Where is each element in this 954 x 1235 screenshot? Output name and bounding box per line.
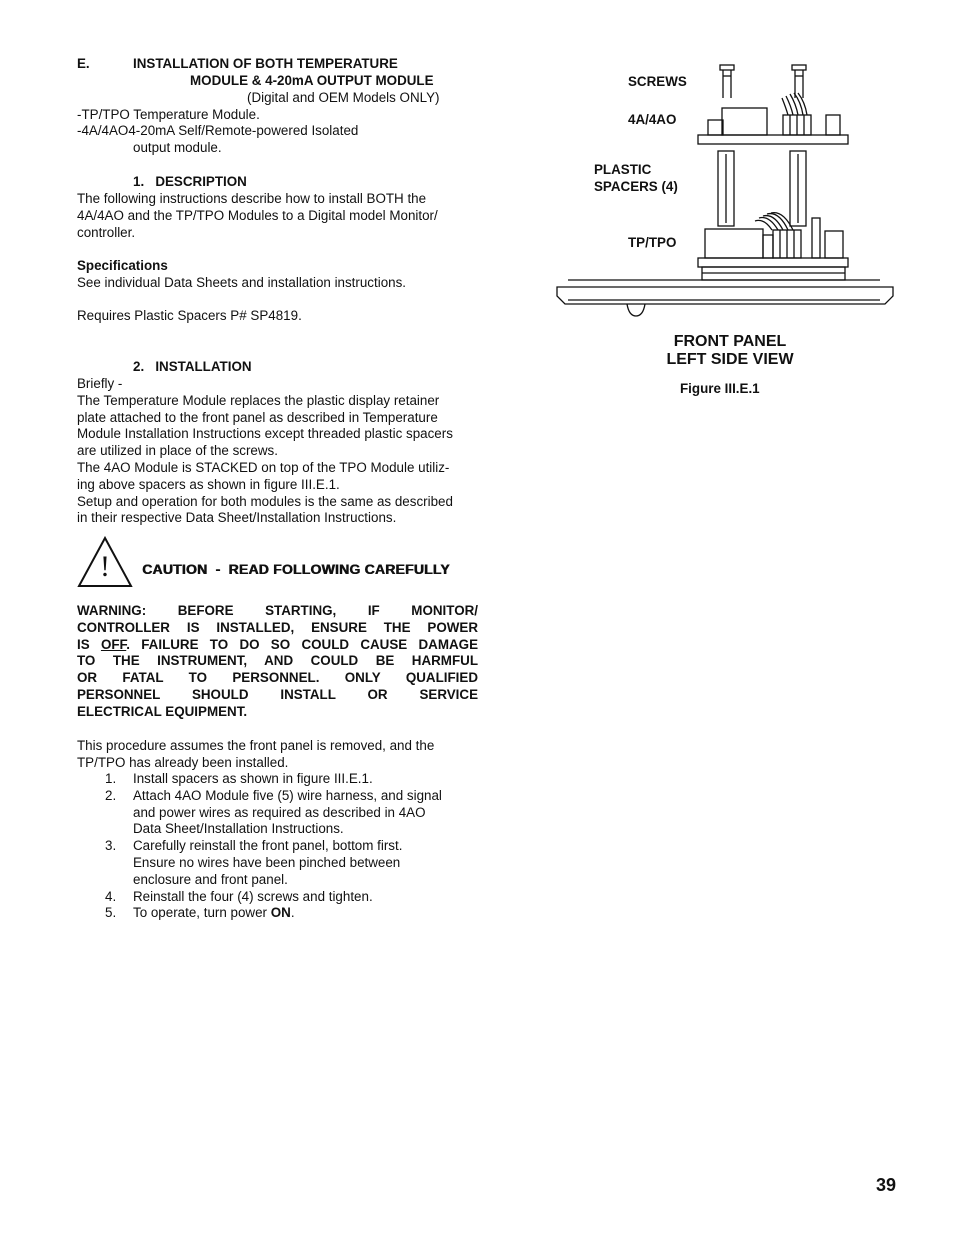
front-panel-side-view-diagram xyxy=(550,58,900,320)
procedure-step xyxy=(77,771,497,788)
procedure-step xyxy=(77,788,497,838)
installation-line: The 4AO Module is STACKED on top of the TPO Module utiliz- xyxy=(77,459,450,475)
step-line: Data Sheet/Installation Instructions. xyxy=(133,821,344,837)
description-line: 4A/4AO and the TP/TPO Modules to a Digital model Monitor/ xyxy=(77,207,438,223)
plastic-spacer-right xyxy=(790,151,806,226)
step-line: Carefully reinstall the front panel, bottom first. xyxy=(133,838,403,854)
installation-line: are utilized in place of the screws. xyxy=(77,443,278,459)
warning-line: PERSONNEL SHOULD INSTALL OR SERVICE xyxy=(77,686,478,702)
step-line: Ensure no wires have been pinched between xyxy=(133,854,401,870)
step-text: . xyxy=(290,905,295,921)
warning-line: TO THE INSTRUMENT, AND COULD BE HARMFUL xyxy=(77,653,478,669)
specifications-text: See individual Data Sheets and installation instructions. xyxy=(77,275,407,290)
section-letter: E. xyxy=(77,56,90,71)
figure-label-spacers: SPACERS (4) xyxy=(594,179,678,194)
step-line: enclosure and front panel. xyxy=(133,871,288,887)
installation-heading: 2. INSTALLATION xyxy=(133,359,252,374)
step-line: Attach 4AO Module five (5) wire harness, and signal xyxy=(133,787,442,803)
installation-line: Briefly - xyxy=(77,376,123,391)
installation-line: ing above spacers as shown in figure III.E.1. xyxy=(77,476,340,492)
specifications-heading: Specifications xyxy=(77,258,168,273)
module-4a-line: -4A/4AO4-20mA Self/Remote-powered Isolated xyxy=(77,123,359,138)
step-number: 1. xyxy=(105,771,117,786)
screw-left xyxy=(720,65,734,98)
warning-block xyxy=(77,603,478,721)
figure-label-4a4ao: 4A/4AO xyxy=(628,112,677,127)
power-on-emphasis: ON xyxy=(270,905,291,921)
figure-label-screws: SCREWS xyxy=(628,74,687,89)
procedure-step xyxy=(77,838,497,888)
procedure-intro xyxy=(77,738,479,772)
step-line: Install spacers as shown in figure III.E.1. xyxy=(133,771,373,786)
procedure-step xyxy=(77,889,497,906)
caution-title: CAUTION - READ FOLLOWING CAREFULLY xyxy=(142,561,450,577)
warning-line xyxy=(77,637,478,654)
step-number: 4. xyxy=(105,888,117,904)
section-title-line1: INSTALLATION OF BOTH TEMPERATURE xyxy=(133,56,398,71)
warning-line: CONTROLLER IS INSTALLED, ENSURE THE POWER xyxy=(77,619,478,635)
front-panel xyxy=(557,267,893,316)
step-number: 2. xyxy=(105,787,117,803)
procedure-intro-line: TP/TPO has already been installed. xyxy=(77,754,289,770)
installation-line: Setup and operation for both modules is the same as described xyxy=(77,493,453,509)
description-line: The following instructions describe how to install BOTH the xyxy=(77,191,427,206)
figure-caption-line2: LEFT SIDE VIEW xyxy=(666,351,794,368)
warning-text: . FAILURE TO DO SO COULD CAUSE DAMAGE xyxy=(126,636,478,652)
exclamation-symbol: ! xyxy=(100,550,110,583)
module-tptpo-board xyxy=(698,213,848,267)
page-number: 39 xyxy=(876,1175,897,1195)
warning-line: WARNING: BEFORE STARTING, IF MONITOR/ xyxy=(77,603,478,618)
section-subtitle: (Digital and OEM Models ONLY) xyxy=(247,90,440,105)
figure-number: Figure III.E.1 xyxy=(680,381,760,396)
description-heading: 1. DESCRIPTION xyxy=(133,174,247,189)
installation-line: plate attached to the front panel as described in Temperature xyxy=(77,409,438,425)
installation-line: in their respective Data Sheet/Installation Instructions. xyxy=(77,510,397,526)
warning-off-emphasis: OFF xyxy=(100,636,127,652)
figure-caption-line1: FRONT PANEL xyxy=(673,333,787,350)
procedure-intro-line: This procedure assumes the front panel is removed, and the xyxy=(77,738,435,753)
installation-line: Module Installation Instructions except threaded plastic spacers xyxy=(77,426,453,442)
step-line xyxy=(133,905,497,922)
description-line: controller. xyxy=(77,224,136,240)
plastic-spacer-left xyxy=(718,151,734,226)
step-line: and power wires as required as described in 4AO xyxy=(133,804,426,820)
step-number: 3. xyxy=(105,838,117,854)
figure-label-plastic: PLASTIC xyxy=(594,162,652,177)
figure-label-tptpo: TP/TPO xyxy=(628,235,677,250)
section-title-line2: MODULE & 4-20mA OUTPUT MODULE xyxy=(190,73,434,88)
step-line: Reinstall the four (4) screws and tighten. xyxy=(133,888,373,904)
caution-triangle-icon xyxy=(77,536,133,588)
installation-body xyxy=(77,376,479,527)
module-4a4ao-board xyxy=(698,93,848,144)
warning-text: IS xyxy=(77,636,101,652)
module-4a-line-cont: output module. xyxy=(133,140,222,155)
warning-line: OR FATAL TO PERSONNEL. ONLY QUALIFIED xyxy=(77,670,478,686)
installation-line: The Temperature Module replaces the plastic display retainer xyxy=(77,392,440,408)
spacers-requirement: Requires Plastic Spacers P# SP4819. xyxy=(77,308,302,323)
procedure-steps xyxy=(77,771,497,922)
step-number: 5. xyxy=(105,905,117,921)
procedure-step xyxy=(77,905,497,922)
step-text: To operate, turn power xyxy=(133,905,271,921)
description-body xyxy=(77,191,479,241)
module-tp-line: -TP/TPO Temperature Module. xyxy=(77,107,260,122)
warning-line: ELECTRICAL EQUIPMENT. xyxy=(77,703,248,719)
